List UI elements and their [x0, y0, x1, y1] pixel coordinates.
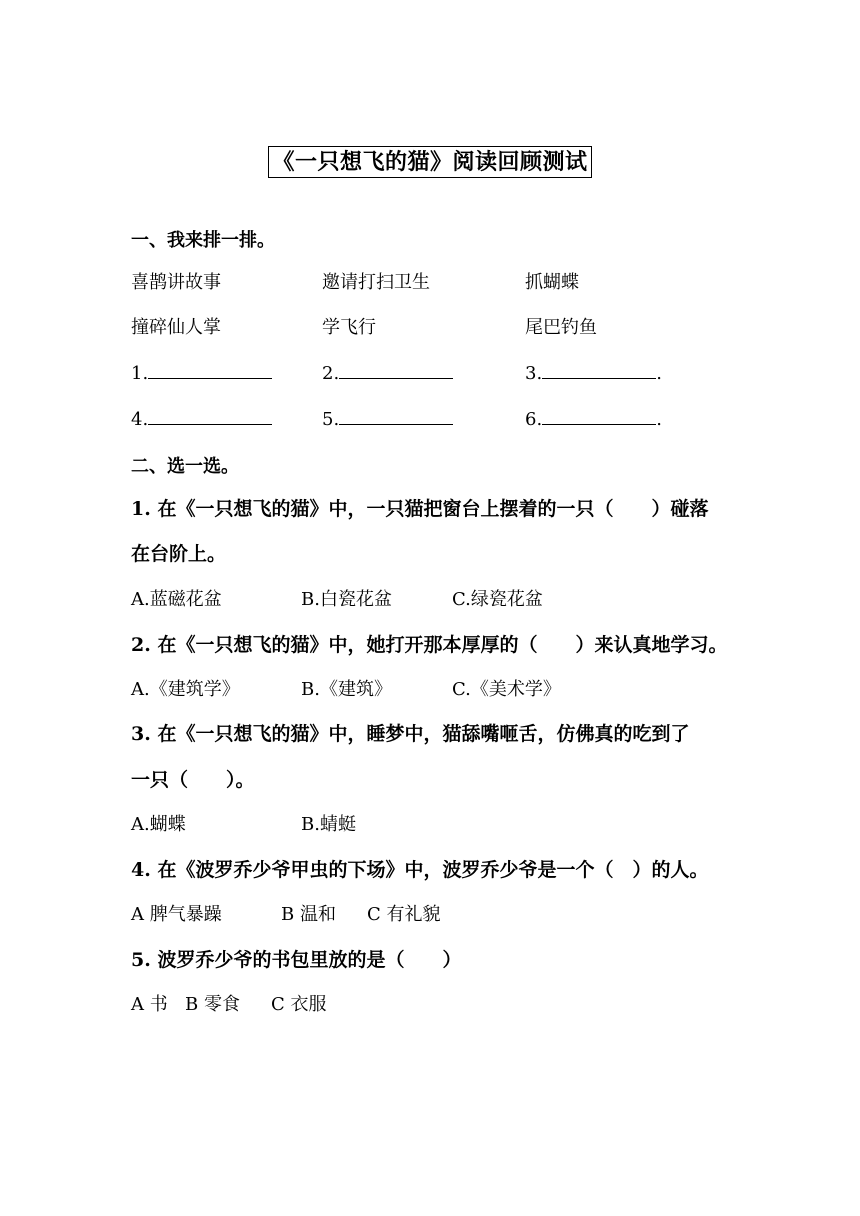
q4-option-a[interactable]: A 脾气暴躁 [131, 904, 222, 925]
q5-option-c[interactable]: C 衣服 [271, 994, 327, 1015]
q2-option-b[interactable]: B.《建筑》 [301, 679, 392, 700]
question-1-line1: 1. 在《一只想飞的猫》中，一只猫把窗台上摆着的一只（ ）碰落 [131, 498, 709, 520]
question-2: 2. 在《一只想飞的猫》中，她打开那本厚厚的（ ）来认真地学习。 [131, 634, 728, 656]
q5-option-b[interactable]: B 零食 [185, 994, 240, 1015]
title-wrap [0, 146, 860, 178]
q4-option-b[interactable]: B 温和 [281, 904, 336, 925]
answer-blank-2[interactable] [322, 360, 453, 384]
blank-line [339, 360, 453, 379]
answer-blank-4[interactable] [131, 406, 272, 430]
blank-line [148, 360, 272, 379]
blank-line [339, 406, 453, 425]
answer-blank-1[interactable] [131, 360, 272, 384]
q1-option-a[interactable]: A.蓝磁花盆 [131, 589, 222, 610]
page-title: 《一只想飞的猫》阅读回顾测试 [268, 146, 591, 178]
answer-blank-6[interactable]: 6. . [525, 406, 662, 430]
q5-option-a[interactable]: A 书 [131, 994, 168, 1015]
blank-line [148, 406, 272, 425]
blank-label: 6. [525, 409, 543, 430]
blank-label: 5. [322, 409, 340, 430]
question-3-line2: 一只（ ）。 [131, 769, 255, 791]
q2-option-a[interactable]: A.《建筑学》 [131, 679, 240, 700]
sort-item-6: 尾巴钓鱼 [525, 317, 597, 338]
question-4: 4. 在《波罗乔少爷甲虫的下场》中，波罗乔少爷是一个（ ）的人。 [131, 859, 709, 881]
blank-label: 2. [322, 363, 340, 384]
q4-option-c[interactable]: C 有礼貌 [367, 904, 441, 925]
q1-option-b[interactable]: B.白瓷花盆 [301, 589, 392, 610]
blank-label: 4. [131, 409, 149, 430]
q2-option-c[interactable]: C.《美术学》 [452, 679, 561, 700]
sort-item-3: 抓蝴蝶 [525, 272, 579, 293]
section2-heading: 二、选一选。 [131, 456, 239, 477]
question-5: 5. 波罗乔少爷的书包里放的是（ ） [131, 949, 462, 971]
answer-blank-3[interactable]: 3. . [525, 360, 662, 384]
question-1-line2: 在台阶上。 [131, 543, 227, 565]
blank-label: 3. [525, 363, 543, 384]
section1-heading: 一、我来排一排。 [131, 230, 275, 251]
sort-item-1: 喜鹊讲故事 [131, 272, 221, 293]
q1-option-c[interactable]: C.绿瓷花盆 [452, 589, 543, 610]
blank-label: 1. [131, 363, 149, 384]
q3-option-a[interactable]: A.蝴蝶 [131, 814, 186, 835]
sort-item-2: 邀请打扫卫生 [322, 272, 430, 293]
sort-item-5: 学飞行 [322, 317, 376, 338]
q3-option-b[interactable]: B.蜻蜓 [301, 814, 356, 835]
blank-line [542, 406, 656, 425]
blank-line [542, 360, 656, 379]
sort-item-4: 撞碎仙人掌 [131, 317, 221, 338]
question-3-line1: 3. 在《一只想飞的猫》中，睡梦中，猫舔嘴咂舌，仿佛真的吃到了 [131, 723, 690, 745]
answer-blank-5[interactable] [322, 406, 453, 430]
